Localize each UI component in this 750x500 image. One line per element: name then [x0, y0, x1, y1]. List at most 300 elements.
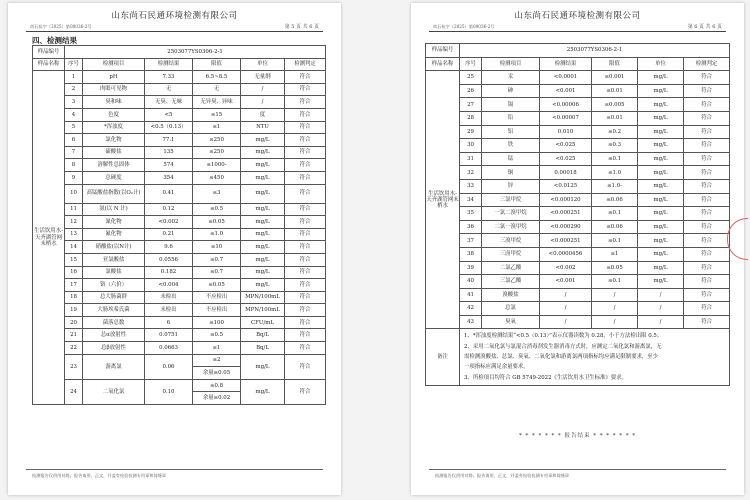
report-page-5 — [8, 3, 341, 495]
limit-value: ≤0.1 — [592, 275, 638, 289]
seal-stamp — [727, 218, 748, 260]
unit: mg/L — [638, 166, 684, 180]
row-number: 7 — [65, 146, 83, 159]
table-row — [33, 121, 326, 134]
test-result: <0.000290 — [540, 220, 592, 234]
limit-value: ≤10 — [193, 241, 241, 254]
judgement: 符合 — [684, 152, 730, 166]
table-row — [426, 220, 730, 234]
row-number: 12 — [65, 216, 83, 229]
test-result: 0.00018 — [540, 166, 592, 180]
row-number: 30 — [460, 139, 482, 153]
limit-value: ≤0.06 — [592, 193, 638, 207]
report-code: 尚石检字（2025）第00036-2号 — [433, 24, 495, 29]
unit: mg/L — [638, 261, 684, 275]
test-result: 6 — [145, 316, 193, 329]
limit-value: ≤0.01 — [592, 111, 638, 125]
test-item: 硝酸盐(以N计) — [83, 241, 145, 254]
limit-value: / — [592, 315, 638, 329]
row-number: 22 — [65, 342, 83, 355]
test-item: 高锰酸盐指数(以O₂计) — [83, 184, 145, 203]
judgement: 符合 — [285, 71, 326, 84]
test-result: 135 — [145, 146, 193, 159]
page-footer: 检测报告仅供用对路。报告请用，正文，并盖有检验检测专用章和骑缝章 — [435, 473, 570, 478]
test-item: 肉眼可见物 — [83, 83, 145, 96]
table-row — [426, 125, 730, 139]
remark-line: 3、所检项目均符合 GB 5749-2022《生活饮用水卫生标准》要求。 — [464, 374, 627, 381]
row-number: 23 — [65, 354, 83, 379]
header-cell: 检测判定 — [285, 58, 326, 71]
judgement: 符合 — [285, 291, 326, 304]
judgement: 符合 — [285, 121, 326, 134]
limit-value: ≤1 — [592, 247, 638, 261]
remarks-row — [426, 329, 730, 385]
table-row — [426, 275, 730, 289]
table-row — [33, 342, 326, 355]
test-result: <0.000120 — [540, 193, 592, 207]
test-result: <0.001 — [540, 275, 592, 289]
judgement: 符合 — [684, 166, 730, 180]
table-row — [33, 108, 326, 121]
test-item: 镉 — [482, 98, 540, 112]
test-result: 354 — [145, 171, 193, 184]
unit: / — [638, 315, 684, 329]
sample-no-label: 样品编号 — [426, 44, 460, 58]
test-item: 铜 — [482, 166, 540, 180]
row-number: 25 — [460, 71, 482, 85]
judgement: 符合 — [684, 207, 730, 221]
limit-value: ≤0.1 — [592, 152, 638, 166]
table-row — [426, 207, 730, 221]
table-row — [33, 203, 326, 216]
row-number: 1 — [65, 71, 83, 84]
table-row — [33, 354, 326, 367]
unit: mg/L — [638, 275, 684, 289]
unit: mg/L — [241, 134, 285, 147]
limit-value: 无 — [193, 83, 241, 96]
limit-value: ≤15 — [193, 108, 241, 121]
test-item: 二氯乙酸 — [482, 261, 540, 275]
row-number: 11 — [65, 203, 83, 216]
limit-value: ≤250 — [193, 134, 241, 147]
test-result: 574 — [145, 159, 193, 172]
row-number: 20 — [65, 316, 83, 329]
row-number: 29 — [460, 125, 482, 139]
report-page-6 — [411, 3, 744, 495]
unit: mg/L — [638, 220, 684, 234]
limit-value: 不应检出 — [193, 304, 241, 317]
test-result: 0.21 — [145, 228, 193, 241]
unit: mg/L — [638, 193, 684, 207]
test-item: 三溴甲烷 — [482, 234, 540, 248]
test-result: 未检出 — [145, 291, 193, 304]
limit-value: / — [592, 302, 638, 316]
limit-value: ≤0.005 — [592, 98, 638, 112]
unit: mg/L — [241, 253, 285, 266]
table-row — [426, 193, 730, 207]
unit: mg/L — [241, 171, 285, 184]
unit: CFU/mL — [241, 316, 285, 329]
test-result: / — [540, 315, 592, 329]
header-rule — [26, 31, 323, 32]
unit: / — [241, 83, 285, 96]
judgement: 符合 — [684, 234, 730, 248]
judgement: 符合 — [684, 125, 730, 139]
judgement: 符合 — [684, 220, 730, 234]
limit-value: ≤100 — [193, 316, 241, 329]
test-item: 溴酸盐 — [482, 288, 540, 302]
test-result: 0.41 — [145, 184, 193, 203]
test-result: <0.000251 — [540, 207, 592, 221]
company-title: 山东尚石民通环境检测有限公司 — [111, 11, 238, 21]
limit-value: ≤3 — [193, 184, 241, 203]
row-number: 15 — [65, 253, 83, 266]
header-cell: 序号 — [460, 57, 482, 71]
header-cell: 序号 — [65, 58, 83, 71]
table-row — [33, 329, 326, 342]
row-number: 10 — [65, 184, 83, 203]
test-item: 亚氯酸盐 — [83, 253, 145, 266]
test-result: 未检出 — [145, 304, 193, 317]
row-number: 14 — [65, 241, 83, 254]
table-row — [33, 291, 326, 304]
limit-value: ≤450 — [193, 171, 241, 184]
remark-line: 一项指标应满足余量要求。 — [464, 364, 529, 371]
table-row — [33, 83, 326, 96]
test-result: 0.0663 — [145, 342, 193, 355]
limit-value: ≤1000- — [193, 159, 241, 172]
judgement: 符合 — [285, 108, 326, 121]
table-row — [33, 379, 326, 392]
row-number: 36 — [460, 220, 482, 234]
remarks-label: 备注 — [426, 329, 460, 385]
unit: mg/L — [638, 98, 684, 112]
table-row — [426, 302, 730, 316]
header-cell: 检测项目 — [482, 57, 540, 71]
limit-value: ≤1.0 — [592, 166, 638, 180]
row-number: 9 — [65, 171, 83, 184]
unit: MPN/100mL — [241, 304, 285, 317]
table-row — [426, 315, 730, 329]
limit-value: ≤1 — [193, 342, 241, 355]
unit: mg/L — [241, 203, 285, 216]
table-row — [426, 261, 730, 275]
test-item: 铝 — [482, 125, 540, 139]
limit-value: ≤0.5 — [193, 203, 241, 216]
row-number: 31 — [460, 152, 482, 166]
unit: mg/L — [241, 279, 285, 292]
judgement: 符合 — [285, 171, 326, 184]
unit: mg/L — [638, 234, 684, 248]
test-item: 铬（六价） — [83, 279, 145, 292]
unit: mg/L — [241, 184, 285, 203]
table-row — [426, 179, 730, 193]
unit: mg/L — [638, 125, 684, 139]
row-number: 19 — [65, 304, 83, 317]
test-item: 锰 — [482, 152, 540, 166]
test-result: <0.025 — [540, 152, 592, 166]
row-number: 28 — [460, 111, 482, 125]
table-row — [426, 139, 730, 153]
test-item: 氟化物 — [83, 228, 145, 241]
test-item: *浑浊度 — [83, 121, 145, 134]
judgement: 符合 — [285, 304, 326, 317]
test-result: / — [540, 302, 592, 316]
row-number: 24 — [65, 379, 83, 404]
test-item: 大肠埃希氏菌 — [83, 304, 145, 317]
row-number: 34 — [460, 193, 482, 207]
table-row — [426, 288, 730, 302]
limit-value: ≤0.05 — [592, 261, 638, 275]
judgement: 符合 — [285, 216, 326, 229]
sample-no: 2503077YS0306-2-1 — [460, 44, 730, 58]
judgement: 符合 — [684, 98, 730, 112]
unit: / — [241, 96, 285, 109]
judgement: 符合 — [285, 184, 326, 203]
test-item: 铅 — [482, 111, 540, 125]
judgement: 符合 — [285, 203, 326, 216]
judgement: 符合 — [684, 139, 730, 153]
test-item: 臭氧 — [482, 315, 540, 329]
judgement: 符合 — [684, 84, 730, 98]
row-number: 42 — [460, 302, 482, 316]
report-code: 尚石检字（2025）第00036-2号 — [30, 24, 92, 29]
test-item: 臭和味 — [83, 96, 145, 109]
limit-residual: 余量≥0.05 — [193, 367, 241, 380]
test-item: 二氧化氯 — [83, 379, 145, 404]
limit-value: ≤1.0 — [193, 228, 241, 241]
judgement: 符合 — [285, 329, 326, 342]
table-row — [33, 266, 326, 279]
table-row — [426, 84, 730, 98]
test-item: 总β放射性 — [83, 342, 145, 355]
judgement: 符合 — [684, 288, 730, 302]
table-row — [426, 71, 730, 85]
test-result: 0.10 — [145, 379, 193, 404]
unit: mg/L — [241, 266, 285, 279]
table-row — [33, 241, 326, 254]
unit: mg/L — [241, 228, 285, 241]
test-result: 9.6 — [145, 241, 193, 254]
limit-value: 6.5~8.5 — [193, 71, 241, 84]
row-number: 18 — [65, 291, 83, 304]
table-row — [33, 228, 326, 241]
report-end-marker: * * * * * * * 报告结束 * * * * * * * — [519, 433, 636, 439]
judgement: 符合 — [285, 354, 326, 379]
limit-value: ≤0.1 — [592, 207, 638, 221]
unit: mg/L — [241, 241, 285, 254]
test-result: <0.001 — [540, 84, 592, 98]
test-item: 三氯乙酸 — [482, 275, 540, 289]
unit: mg/L — [638, 111, 684, 125]
unit: NTU — [241, 121, 285, 134]
page-footer: 检测报告仅供用对路。报告请用，正文，并盖有检验检测专用章和骑缝章 — [32, 473, 167, 478]
header-cell: 单位 — [638, 57, 684, 71]
test-result: <5 — [145, 108, 193, 121]
row-number: 40 — [460, 275, 482, 289]
limit-value: ≤0.01 — [592, 84, 638, 98]
judgement: 符合 — [285, 228, 326, 241]
results-table-2 — [425, 43, 730, 386]
company-title: 山东尚石民通环境检测有限公司 — [514, 11, 641, 21]
unit: mg/L — [241, 216, 285, 229]
judgement: 符合 — [285, 379, 326, 404]
table-row — [33, 171, 326, 184]
header-cell: 样品名称 — [33, 58, 65, 71]
unit: 无量纲 — [241, 71, 285, 84]
test-result: 0.0751 — [145, 329, 193, 342]
row-number: 3 — [65, 96, 83, 109]
test-item: 菌落总数 — [83, 316, 145, 329]
test-result: <0.00007 — [540, 111, 592, 125]
row-number: 21 — [65, 329, 83, 342]
judgement: 符合 — [285, 146, 326, 159]
header-cell: 检测结果 — [540, 57, 592, 71]
row-number: 39 — [460, 261, 482, 275]
table-row — [426, 234, 730, 248]
footer-rule — [429, 469, 726, 470]
test-result: <0.5（0.13） — [145, 121, 193, 134]
table-row — [33, 304, 326, 317]
row-number: 41 — [460, 288, 482, 302]
judgement: 符合 — [285, 266, 326, 279]
limit-value: ≤0.05 — [193, 279, 241, 292]
unit: mg/L — [241, 379, 285, 404]
table-row — [33, 134, 326, 147]
test-result: <0.0125 — [540, 179, 592, 193]
limit-value: / — [592, 288, 638, 302]
test-result: <0.000251 — [540, 234, 592, 248]
table-row — [33, 253, 326, 266]
test-result: <0.002 — [145, 216, 193, 229]
table-row — [426, 247, 730, 261]
judgement: 符合 — [684, 111, 730, 125]
test-result: 7.33 — [145, 71, 193, 84]
header-cell: 限值 — [592, 57, 638, 71]
judgement: 符合 — [684, 71, 730, 85]
unit: Bq/L — [241, 342, 285, 355]
unit: mg/L — [241, 159, 285, 172]
limit-value: 无异臭、异味 — [193, 96, 241, 109]
judgement: 符合 — [285, 241, 326, 254]
test-item: 硫酸盐 — [83, 146, 145, 159]
page-number: 第 5 页 共 6 页 — [284, 24, 319, 30]
test-item: 砷 — [482, 84, 540, 98]
limit-value: ≤2 — [193, 354, 241, 367]
header-rule — [429, 31, 726, 32]
row-number: 2 — [65, 83, 83, 96]
header-cell: 检测判定 — [684, 57, 730, 71]
test-result: 77.1 — [145, 134, 193, 147]
test-result: 0.182 — [145, 266, 193, 279]
test-item: 三卤甲烷 — [482, 247, 540, 261]
test-result: 0.010 — [540, 125, 592, 139]
remark-line: 1、*浑浊度检测结果“<0.5（0.13）”表示仪器读数为 0.28，小于方法检出限 0.5； — [464, 333, 663, 340]
unit: 度 — [241, 108, 285, 121]
test-item: 一氯二溴甲烷 — [482, 207, 540, 221]
test-result: <0.025 — [540, 139, 592, 153]
table-row — [426, 166, 730, 180]
judgement: 符合 — [684, 179, 730, 193]
test-result: / — [540, 288, 592, 302]
unit: mg/L — [638, 84, 684, 98]
test-item: 汞 — [482, 71, 540, 85]
test-item: 氰化物 — [83, 216, 145, 229]
test-result: 0.06 — [145, 354, 193, 379]
row-number: 32 — [460, 166, 482, 180]
test-item: 氨(以 N 计) — [83, 203, 145, 216]
row-number: 4 — [65, 108, 83, 121]
judgement: 符合 — [285, 96, 326, 109]
results-table-1 — [32, 45, 326, 405]
limit-value: ≤0.7 — [193, 266, 241, 279]
row-number: 43 — [460, 315, 482, 329]
judgement: 符合 — [684, 315, 730, 329]
test-item: 三氯甲烷 — [482, 193, 540, 207]
row-number: 5 — [65, 121, 83, 134]
row-number: 35 — [460, 207, 482, 221]
test-item: 铁 — [482, 139, 540, 153]
test-item: 氯化物 — [83, 134, 145, 147]
judgement: 符合 — [285, 83, 326, 96]
table-row — [426, 98, 730, 112]
judgement: 符合 — [285, 134, 326, 147]
row-number: 33 — [460, 179, 482, 193]
limit-value: ≤1.0- — [592, 179, 638, 193]
sample-name: 生活饮用水-天齐湖管网末梢水 — [33, 71, 65, 405]
test-item: 二氯一溴甲烷 — [482, 220, 540, 234]
test-item: pH — [83, 71, 145, 84]
judgement: 符合 — [285, 279, 326, 292]
test-item: 游离氯 — [83, 354, 145, 379]
limit-value: ≤0.1 — [592, 234, 638, 248]
unit: Bq/L — [241, 329, 285, 342]
unit: / — [638, 302, 684, 316]
table-row — [33, 159, 326, 172]
judgement: 符合 — [285, 253, 326, 266]
test-item: 锌 — [482, 179, 540, 193]
unit: mg/L — [638, 71, 684, 85]
unit: mg/L — [241, 354, 285, 379]
unit: / — [638, 288, 684, 302]
unit: mg/L — [638, 207, 684, 221]
header-cell: 单位 — [241, 58, 285, 71]
unit: mg/L — [638, 152, 684, 166]
judgement: 符合 — [684, 261, 730, 275]
test-result: 无 — [145, 83, 193, 96]
limit-value: ≤0.05 — [193, 216, 241, 229]
sample-no-label: 样品编号 — [33, 46, 65, 59]
limit-value: ≤1 — [193, 121, 241, 134]
judgement: 符合 — [684, 302, 730, 316]
table-row — [33, 279, 326, 292]
table-row — [33, 184, 326, 203]
table-row — [426, 152, 730, 166]
limit-residual: 余量≥0.02 — [193, 392, 241, 405]
table-row — [33, 71, 326, 84]
page-number: 第 6 页 共 6 页 — [687, 24, 722, 30]
row-number: 6 — [65, 134, 83, 147]
test-item: 溶解性总固体 — [83, 159, 145, 172]
row-number: 26 — [460, 84, 482, 98]
test-result: <0.0000456 — [540, 247, 592, 261]
table-row — [33, 96, 326, 109]
limit-value: ≤0.2 — [592, 125, 638, 139]
test-result: <0.004 — [145, 279, 193, 292]
test-item: 氯酸盐 — [83, 266, 145, 279]
judgement: 符合 — [285, 159, 326, 172]
section-title: 四、检测结果 — [32, 36, 77, 45]
